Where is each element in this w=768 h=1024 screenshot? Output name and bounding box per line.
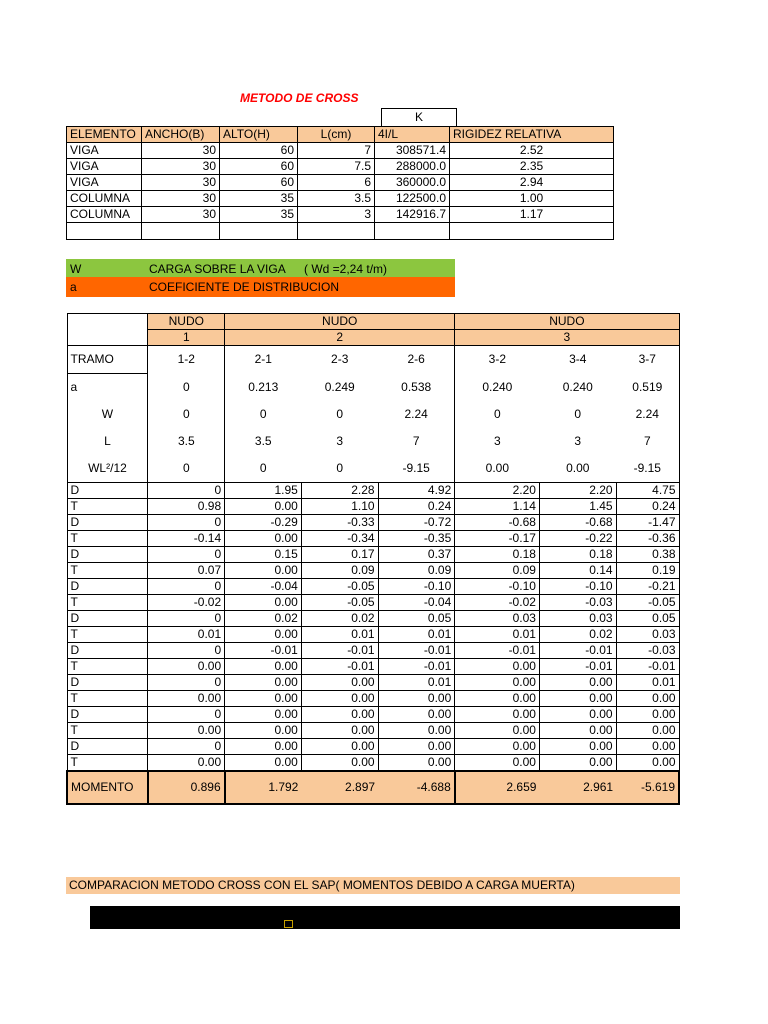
cell: -0.68 [455, 515, 540, 531]
cell: 2.24 [378, 401, 455, 428]
cell: 0 [148, 374, 225, 402]
legend-w-note: ( Wd =2,24 t/m) [304, 262, 388, 276]
table-row [67, 739, 679, 755]
cell: 0.24 [378, 499, 455, 515]
table-row [67, 547, 679, 563]
cell: 30 [142, 191, 220, 207]
cell: 0 [148, 579, 225, 595]
cross-table [66, 313, 680, 805]
cell: 0.00 [225, 723, 302, 739]
cell: 0.00 [539, 755, 616, 772]
cell: -1.47 [616, 515, 679, 531]
cell: 35 [220, 191, 298, 207]
k-header: K [381, 108, 457, 126]
cell: 4.75 [616, 483, 679, 499]
cell: 0.00 [301, 755, 378, 772]
cell: -0.01 [301, 643, 378, 659]
cell: -0.02 [148, 595, 225, 611]
cell: 0.00 [539, 707, 616, 723]
cell [220, 223, 298, 240]
cell: 2.897 [301, 771, 378, 804]
cell: 0.519 [616, 374, 679, 402]
cell: 0.00 [225, 675, 302, 691]
cell: 1-2 [148, 346, 225, 374]
table-row [67, 191, 614, 207]
cell: 2.35 [450, 159, 614, 175]
cell: D [67, 547, 148, 563]
cell: 1.95 [225, 483, 302, 499]
col-ancho: ANCHO(B) [142, 127, 220, 143]
cell: 0.00 [225, 739, 302, 755]
cell: -0.02 [455, 595, 540, 611]
cell: -0.36 [616, 531, 679, 547]
cell: 0 [148, 707, 225, 723]
nudo-row [67, 314, 679, 330]
cell: -0.10 [378, 579, 455, 595]
cell: 0.00 [616, 739, 679, 755]
table-row [67, 611, 679, 627]
cell: 0.00 [225, 595, 302, 611]
cell: 7 [616, 428, 679, 455]
cell: 360000.0 [375, 175, 450, 191]
cell: 0.00 [225, 707, 302, 723]
cell: -4.688 [378, 771, 455, 804]
cell: 0.00 [616, 691, 679, 707]
cell: -0.01 [225, 643, 302, 659]
cell: 0.00 [378, 723, 455, 739]
cell: -0.03 [616, 643, 679, 659]
cell: T [67, 691, 148, 707]
cell: 0.38 [616, 547, 679, 563]
cell: 2.24 [616, 401, 679, 428]
cell: 0.05 [616, 611, 679, 627]
cell: -0.01 [378, 659, 455, 675]
cell: 0.00 [566, 461, 590, 475]
cell: 0.00 [225, 563, 302, 579]
cell: -5.619 [616, 771, 679, 804]
cell: 0 [336, 461, 344, 475]
cell: -0.05 [616, 595, 679, 611]
nudo-1: 1 [148, 330, 225, 346]
cell: 0 [148, 401, 225, 428]
cell: VIGA [67, 175, 142, 191]
cell: 0.37 [378, 547, 455, 563]
cell: 3-7 [616, 346, 679, 374]
cell: 0.00 [225, 499, 302, 515]
cell: 0.00 [148, 723, 225, 739]
table-row [67, 579, 679, 595]
cell: 60 [220, 175, 298, 191]
cell: T [67, 531, 148, 547]
cell: 0.00 [378, 707, 455, 723]
cell: 2.52 [450, 143, 614, 159]
cell: -0.17 [455, 531, 540, 547]
cell: D [67, 611, 148, 627]
cell: 0.00 [455, 739, 540, 755]
cell: D [67, 579, 148, 595]
col-elemento: ELEMENTO [67, 127, 142, 143]
cell: -0.10 [455, 579, 540, 595]
cell [375, 223, 450, 240]
cell: 0.00 [455, 675, 540, 691]
cell: -0.14 [148, 531, 225, 547]
cell: 0.896 [148, 771, 225, 804]
cell: 0.00 [301, 675, 378, 691]
cell: 3 [574, 434, 582, 448]
cell: 0.00 [225, 659, 302, 675]
cell: VIGA [67, 159, 142, 175]
cell: 0.01 [616, 675, 679, 691]
table-row [67, 143, 614, 159]
table-row [67, 643, 679, 659]
cell: D [67, 739, 148, 755]
cell: 0.09 [378, 563, 455, 579]
cell: 0.00 [455, 691, 540, 707]
cell: 0 [336, 407, 344, 421]
tramo-row [67, 346, 679, 374]
cell [298, 223, 375, 240]
cell: 0.00 [378, 755, 455, 772]
momento-row [67, 771, 679, 804]
black-image-bar [90, 906, 680, 929]
nudo-2: 2 [225, 330, 455, 346]
table-row [67, 659, 679, 675]
cell: 0 [148, 483, 225, 499]
cell: 0.00 [301, 723, 378, 739]
cell: 2.659 [455, 771, 540, 804]
element-table-header [67, 127, 614, 143]
cell: 0.18 [539, 547, 616, 563]
cell: 0 [148, 611, 225, 627]
table-row [67, 207, 614, 223]
cell: 3 [455, 428, 540, 455]
table-row [67, 531, 679, 547]
cell: 0.24 [616, 499, 679, 515]
table-row [67, 691, 679, 707]
element-table [66, 126, 614, 240]
cell: 0.03 [455, 611, 540, 627]
cell: 0.09 [455, 563, 540, 579]
table-row [67, 175, 614, 191]
cell: 7.5 [298, 159, 375, 175]
cell: 0.00 [539, 691, 616, 707]
a-label: a [67, 374, 148, 402]
cell: 30 [142, 143, 220, 159]
legend-a [66, 277, 455, 297]
cell: 0.00 [148, 691, 225, 707]
cell: 288000.0 [375, 159, 450, 175]
comparison-heading [66, 877, 680, 894]
cell: -0.01 [539, 643, 616, 659]
cell: 308571.4 [375, 143, 450, 159]
cell: 0.00 [455, 755, 540, 772]
cell: -0.34 [301, 531, 378, 547]
cell: 122500.0 [375, 191, 450, 207]
cell: 0 [455, 401, 540, 428]
cell: 0.213 [225, 374, 302, 402]
cell: 3-4 [539, 346, 616, 374]
cell: 0 [225, 401, 302, 428]
cell: 3.5 [225, 428, 302, 455]
wl-row [67, 455, 679, 483]
cell: 1.10 [301, 499, 378, 515]
cell: 1.17 [450, 207, 614, 223]
table-row [67, 723, 679, 739]
cell: 0.18 [455, 547, 540, 563]
cell: 0 [148, 675, 225, 691]
l-row [67, 428, 679, 455]
cell: -0.05 [301, 595, 378, 611]
cell: -0.21 [616, 579, 679, 595]
cell [142, 223, 220, 240]
nudo-label-1: NUDO [148, 314, 225, 330]
cell: 2-1 [225, 346, 302, 374]
cell: 0.03 [539, 611, 616, 627]
small-mark-icon [284, 920, 293, 928]
table-row [67, 159, 614, 175]
cell: 2-3 [301, 346, 378, 374]
cell: 0.00 [539, 675, 616, 691]
cell: -0.10 [539, 579, 616, 595]
cell: 2.28 [301, 483, 378, 499]
cell: 2.94 [450, 175, 614, 191]
table-row [67, 499, 679, 515]
col-alto: ALTO(H) [220, 127, 298, 143]
col-4il: 4I/L [375, 127, 450, 143]
cell: 0 [148, 455, 225, 483]
cell: 0.00 [378, 691, 455, 707]
cell: -0.35 [378, 531, 455, 547]
col-rigidez: RIGIDEZ RELATIVA [450, 127, 614, 143]
cell: 0.05 [378, 611, 455, 627]
legend-a-key: a [70, 280, 77, 294]
cell: 1.00 [450, 191, 614, 207]
nudo-label-2: NUDO [225, 314, 455, 330]
nudo-3: 3 [455, 330, 679, 346]
cell: D [67, 675, 148, 691]
cell: 142916.7 [375, 207, 450, 223]
cell: VIGA [67, 143, 142, 159]
cell: D [67, 483, 148, 499]
page-title: METODO DE CROSS [240, 91, 359, 105]
cell: 0 [574, 407, 582, 421]
cell: 2.20 [539, 483, 616, 499]
table-row [67, 675, 679, 691]
cell: 2.20 [455, 483, 540, 499]
cell: 0.02 [225, 611, 302, 627]
cell: 0.15 [225, 547, 302, 563]
tramo-label: TRAMO [67, 346, 148, 374]
cell: -0.01 [539, 659, 616, 675]
cell: -0.01 [616, 659, 679, 675]
cell: 30 [142, 207, 220, 223]
cell: -0.03 [539, 595, 616, 611]
cell: 0.00 [455, 723, 540, 739]
cell: 0.07 [148, 563, 225, 579]
cell: 0.00 [616, 707, 679, 723]
table-row [67, 627, 679, 643]
cell: -0.01 [455, 643, 540, 659]
cell [450, 223, 614, 240]
cell: 60 [220, 143, 298, 159]
cell: -0.33 [301, 515, 378, 531]
cell: T [67, 627, 148, 643]
cell: T [67, 659, 148, 675]
cell: -0.01 [301, 659, 378, 675]
cell: 0.00 [148, 659, 225, 675]
cell: 0.14 [539, 563, 616, 579]
legend-w-text: CARGA SOBRE LA VIGA [149, 262, 286, 276]
cell: 0.00 [616, 755, 679, 772]
cell: T [67, 499, 148, 515]
cell: 0 [148, 547, 225, 563]
cell: 0.02 [301, 611, 378, 627]
nudo-number-row [67, 330, 679, 346]
cell: T [67, 595, 148, 611]
legend-w-key: W [70, 262, 82, 276]
cell: D [67, 515, 148, 531]
cell: 0.98 [148, 499, 225, 515]
comparison-text: COMPARACION METODO CROSS CON EL SAP( MOMENTOS DEBIDO A CARGA MUERTA) [69, 878, 575, 892]
cell: 0.00 [225, 627, 302, 643]
cell: 0.00 [148, 755, 225, 772]
cell: COLUMNA [67, 191, 142, 207]
cell: 0.09 [301, 563, 378, 579]
cell: COLUMNA [67, 207, 142, 223]
cell: 7 [298, 143, 375, 159]
cell: 0.538 [378, 374, 455, 402]
cell: 1.792 [225, 771, 302, 804]
table-row [67, 563, 679, 579]
cell: -0.01 [378, 643, 455, 659]
cell: D [67, 707, 148, 723]
cell: -0.22 [539, 531, 616, 547]
cell: 0.01 [301, 627, 378, 643]
a-row [67, 374, 679, 402]
cell: -0.04 [378, 595, 455, 611]
iteration-rows [67, 483, 679, 772]
cell: 0.240 [562, 379, 593, 394]
l-label: L [67, 428, 148, 455]
cell: 0.00 [225, 531, 302, 547]
cell: 3-2 [455, 346, 540, 374]
cell: 0.01 [455, 627, 540, 643]
cell: 0 [148, 643, 225, 659]
cell: 0.240 [455, 374, 540, 402]
cell [67, 314, 148, 330]
cell: 0.00 [301, 691, 378, 707]
table-row [67, 755, 679, 772]
cell: 0.01 [378, 675, 455, 691]
cell: 2.961 [539, 771, 616, 804]
cell: 0.01 [378, 627, 455, 643]
cell: 0.19 [616, 563, 679, 579]
cell: 0.00 [455, 707, 540, 723]
legend-w [66, 259, 455, 279]
cell: 0 [148, 515, 225, 531]
legend-a-text: COEFICIENTE DE DISTRIBUCION [149, 280, 340, 294]
cell [67, 223, 142, 240]
cell: 0.00 [225, 691, 302, 707]
cell: 0.249 [324, 379, 355, 394]
col-l: L(cm) [298, 127, 375, 143]
cell: 30 [142, 159, 220, 175]
cell: T [67, 723, 148, 739]
cell: 0.17 [301, 547, 378, 563]
cell: 60 [220, 159, 298, 175]
cell [67, 330, 148, 346]
table-row [67, 223, 614, 240]
cell: T [67, 755, 148, 772]
cell: -9.15 [378, 455, 455, 483]
cell: 7 [378, 428, 455, 455]
cell: 4.92 [378, 483, 455, 499]
cell: 3 [336, 434, 344, 448]
cell: -0.68 [539, 515, 616, 531]
cell: 30 [142, 175, 220, 191]
table-row [67, 707, 679, 723]
w-label: W [67, 401, 148, 428]
table-row [67, 595, 679, 611]
table-row [67, 483, 679, 499]
table-row [67, 515, 679, 531]
cell: 0.00 [539, 723, 616, 739]
cell: 0.00 [301, 739, 378, 755]
wl-label: WL²/12 [67, 455, 148, 483]
cell: 0.00 [616, 723, 679, 739]
cell: 1.45 [539, 499, 616, 515]
momento-label: MOMENTO [67, 771, 148, 804]
cell: 0.00 [455, 659, 540, 675]
cell: 0.01 [148, 627, 225, 643]
cell: 0.00 [539, 739, 616, 755]
cell: 0.00 [225, 755, 302, 772]
cell: -0.72 [378, 515, 455, 531]
cell: D [67, 643, 148, 659]
cell: 0.00 [455, 455, 540, 483]
cell: 3.5 [298, 191, 375, 207]
cell: 0.02 [539, 627, 616, 643]
nudo-label-3: NUDO [455, 314, 679, 330]
cell: 3 [298, 207, 375, 223]
cell: 0.00 [301, 707, 378, 723]
cell: 35 [220, 207, 298, 223]
cell: 2-6 [378, 346, 455, 374]
cell: 0.03 [616, 627, 679, 643]
cell: T [67, 563, 148, 579]
cell: -0.29 [225, 515, 302, 531]
cell: -0.05 [301, 579, 378, 595]
cell: 0.00 [378, 739, 455, 755]
w-row [67, 401, 679, 428]
cell: 6 [298, 175, 375, 191]
cell: 3.5 [148, 428, 225, 455]
cell: 0 [148, 739, 225, 755]
cell: -9.15 [616, 455, 679, 483]
cell: 1.14 [455, 499, 540, 515]
cell: 0 [225, 455, 302, 483]
cell: -0.04 [225, 579, 302, 595]
